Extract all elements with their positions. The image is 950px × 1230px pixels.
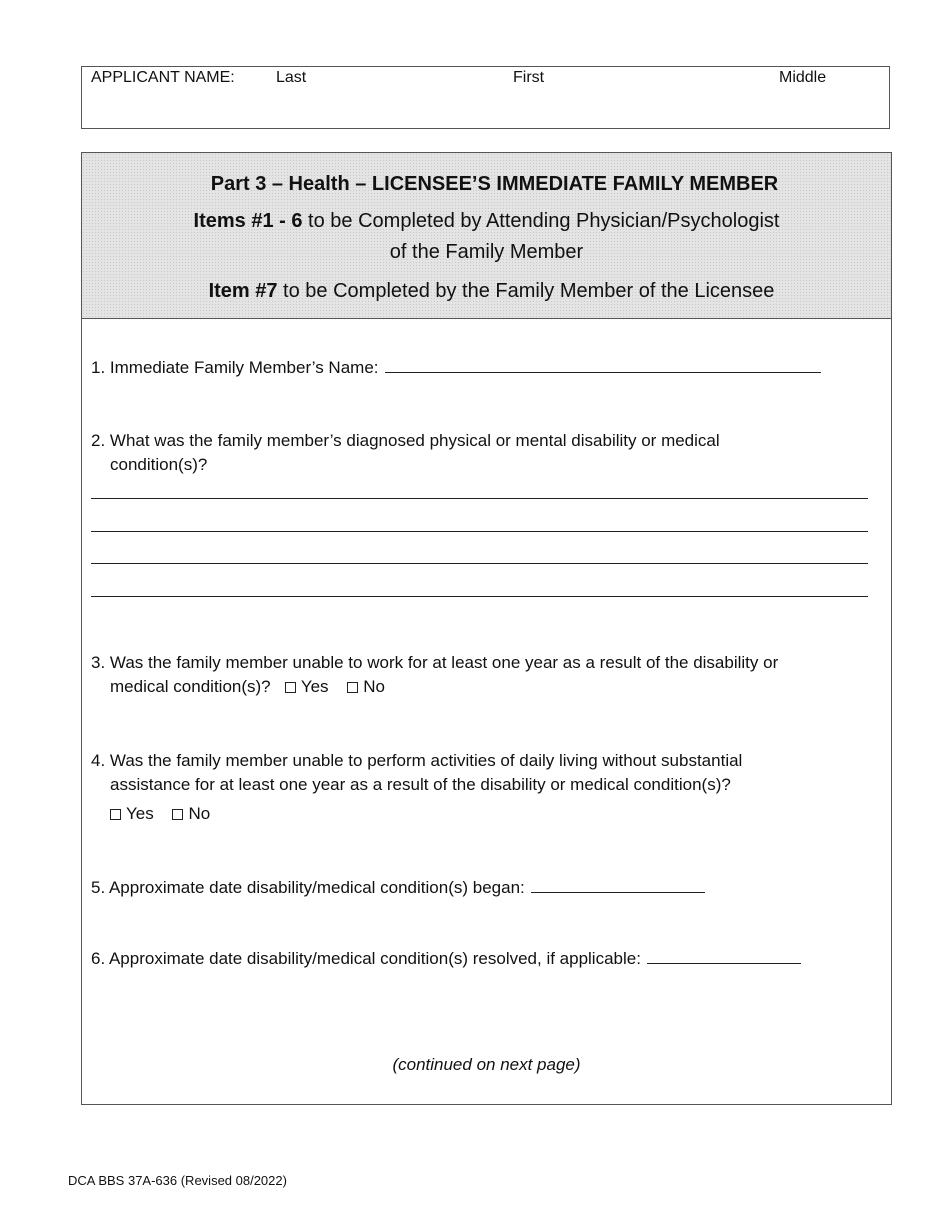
item-7-bold: Item #7 xyxy=(208,280,278,302)
first-name-label: First xyxy=(513,69,545,86)
question-6-text: 6. Approximate date disability/medical condition(s) resolved, if applicable: xyxy=(91,949,641,968)
form-footer: DCA BBS 37A-636 (Revised 08/2022) xyxy=(68,1173,287,1188)
applicant-name-label: APPLICANT NAME: xyxy=(91,69,235,86)
question-5-text: 5. Approximate date disability/medical condition(s) began: xyxy=(91,878,525,897)
item-7-instruction xyxy=(82,280,891,303)
q4-no-option[interactable] xyxy=(172,804,210,823)
q3-no-label: No xyxy=(363,677,386,696)
continued-note: (continued on next page) xyxy=(392,1055,581,1074)
part3-panel xyxy=(81,152,892,1105)
question-4-options xyxy=(91,802,742,826)
question-2-line2: condition(s)? xyxy=(110,455,208,474)
panel-header xyxy=(82,153,891,319)
diagnosis-line-2[interactable] xyxy=(91,531,868,532)
date-resolved-field[interactable] xyxy=(647,947,801,964)
question-3-line1: 3. Was the family member unable to work for at least one year as a result of the disability or xyxy=(91,653,779,672)
q4-yes-label: Yes xyxy=(126,804,154,823)
items-1-6-text: to be Completed by Attending Physician/Psychologist xyxy=(302,210,780,232)
diagnosis-line-3[interactable] xyxy=(91,563,868,564)
part-title: Part 3 – Health – LICENSEE’S IMMEDIATE FAMILY MEMBER xyxy=(210,173,779,195)
q3-no-option[interactable] xyxy=(347,677,385,696)
q4-no-label: No xyxy=(188,804,211,823)
date-began-field[interactable] xyxy=(531,876,705,893)
question-4 xyxy=(91,749,742,826)
q4-yes-option[interactable] xyxy=(110,804,154,823)
family-member-name-field[interactable] xyxy=(385,356,821,373)
question-3-line2-text: medical condition(s)? xyxy=(110,677,271,696)
last-name-label: Last xyxy=(276,69,307,86)
question-4-line1: 4. Was the family member unable to perform activities of daily living without substantial xyxy=(91,751,743,770)
diagnosis-line-1[interactable] xyxy=(91,498,868,499)
question-1 xyxy=(91,356,821,380)
question-5 xyxy=(91,876,705,900)
question-6 xyxy=(91,947,801,971)
middle-name-label: Middle xyxy=(779,69,827,86)
question-4-line2: assistance for at least one year as a result of the disability or medical condition(s)? xyxy=(110,775,731,794)
q4-yes-checkbox[interactable] xyxy=(110,809,121,820)
applicant-name-box xyxy=(81,66,890,129)
q3-yes-checkbox[interactable] xyxy=(285,682,296,693)
q3-no-checkbox[interactable] xyxy=(347,682,358,693)
item-7-text: to be Completed by the Family Member of the Licensee xyxy=(277,280,775,302)
items-1-6-instruction xyxy=(82,210,891,233)
q4-no-checkbox[interactable] xyxy=(172,809,183,820)
question-3-line2 xyxy=(91,675,778,699)
items-1-6-instruction-line2: of the Family Member xyxy=(389,241,584,263)
question-3 xyxy=(91,651,778,699)
items-1-6-bold: Items #1 - 6 xyxy=(193,210,303,232)
question-2-line1: 2. What was the family member’s diagnosed physical or mental disability or medical xyxy=(91,431,720,450)
q3-yes-label: Yes xyxy=(300,677,329,696)
q3-yes-option[interactable] xyxy=(285,677,329,696)
question-2 xyxy=(91,429,720,477)
diagnosis-line-4[interactable] xyxy=(91,596,868,597)
question-1-text: 1. Immediate Family Member’s Name: xyxy=(91,358,379,377)
